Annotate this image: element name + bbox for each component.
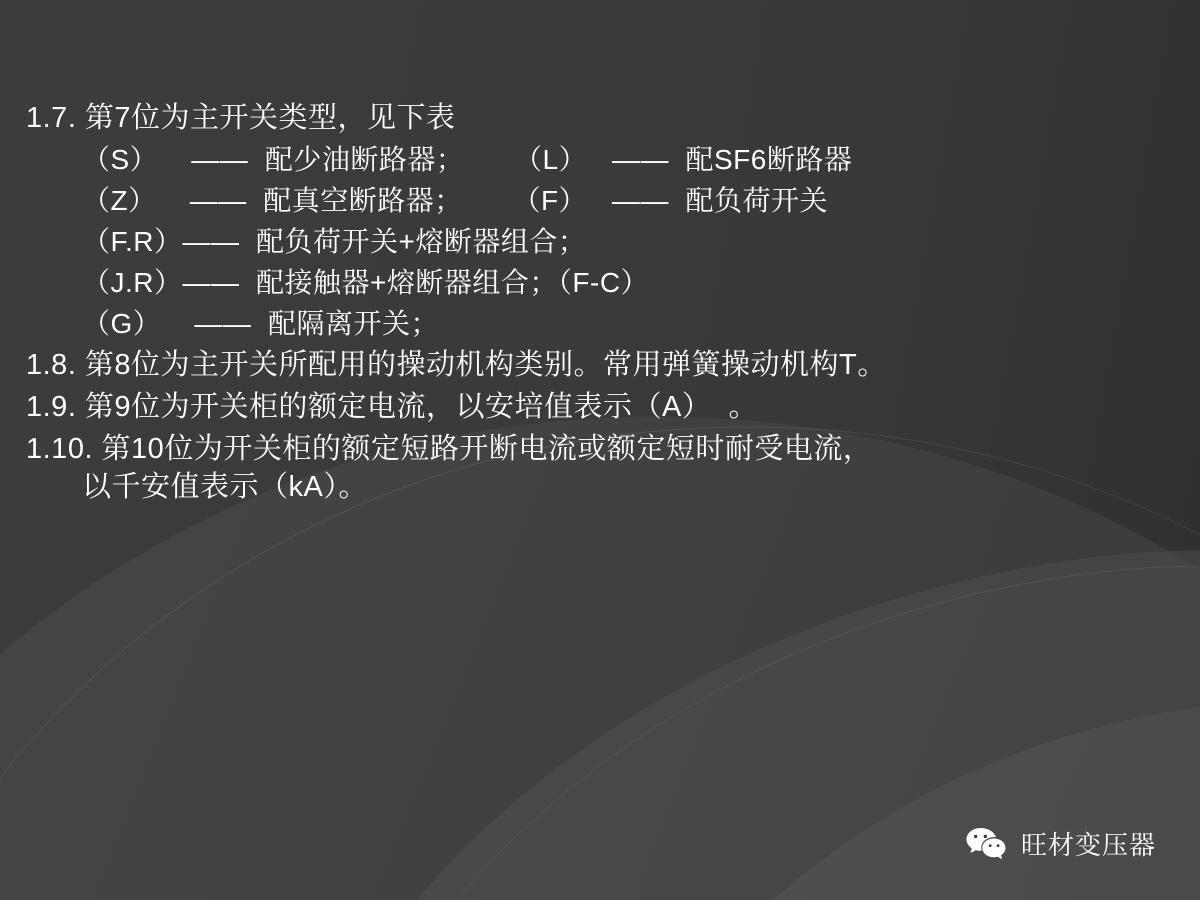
list-item-type-jr: （J.R）—— 配接触器+熔断器组合；（F-C） (82, 267, 650, 298)
list-item-1-9: 1.9. 第9位为开关柜的额定电流，以安培值表示（A） 。 (26, 391, 759, 423)
list-item-1-7: 1.7. 第7位为主开关类型，见下表 (26, 102, 456, 134)
list-item-1-8: 1.8. 第8位为主开关所配用的操动机构类别。常用弹簧操动机构T。 (26, 349, 887, 381)
watermark-label: 旺材变压器 (1020, 830, 1156, 860)
list-item-type-fr: （F.R）—— 配负荷开关+熔断器组合； (82, 226, 587, 257)
list-item-type-z-f: （Z） —— 配真空断路器； （F） —— 配负荷开关 (82, 185, 828, 216)
list-item-type-g: （G） —— 配隔离开关； (82, 308, 439, 339)
slide-body-text (26, 104, 1176, 515)
list-item-1-10: 1.10. 第10位为开关柜的额定短路开断电流或额定短时耐受电流， (26, 433, 873, 465)
list-item-type-s-l: （S） —— 配少油断路器； （L） —— 配SF6断路器 (82, 144, 853, 175)
list-item-1-10-continuation: 以千安值表示（kA）。 (82, 471, 368, 503)
watermark (965, 825, 1156, 862)
wechat-icon (965, 826, 1007, 862)
